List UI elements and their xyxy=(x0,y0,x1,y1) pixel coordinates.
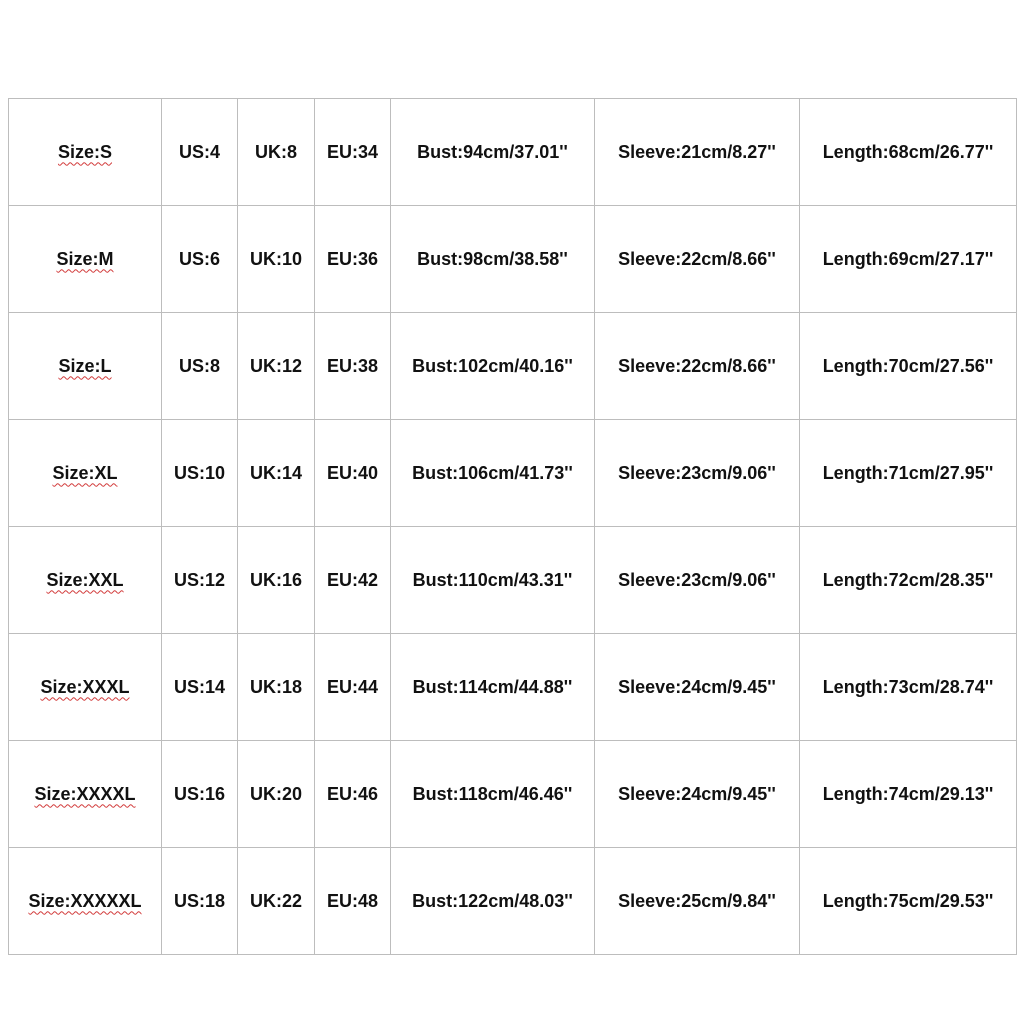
table-row xyxy=(9,848,1017,955)
eu-size-cell: EU:42 xyxy=(315,527,391,634)
us-size-cell: US:14 xyxy=(162,634,238,741)
us-size-cell: US:6 xyxy=(162,206,238,313)
sleeve-cell: Sleeve:23cm/9.06'' xyxy=(595,527,800,634)
us-size-cell: US:4 xyxy=(162,99,238,206)
size-cell xyxy=(9,848,162,955)
size-cell xyxy=(9,313,162,420)
uk-size-cell: UK:10 xyxy=(238,206,315,313)
sleeve-cell: Sleeve:24cm/9.45'' xyxy=(595,634,800,741)
bust-cell: Bust:110cm/43.31'' xyxy=(391,527,595,634)
uk-size-cell: UK:20 xyxy=(238,741,315,848)
size-cell xyxy=(9,99,162,206)
eu-size-cell: EU:40 xyxy=(315,420,391,527)
size-label: Size:XXXL xyxy=(40,676,130,697)
length-cell: Length:70cm/27.56'' xyxy=(800,313,1017,420)
table-row xyxy=(9,527,1017,634)
size-cell xyxy=(9,420,162,527)
us-size-cell: US:12 xyxy=(162,527,238,634)
eu-size-cell: EU:36 xyxy=(315,206,391,313)
size-label: Size:XL xyxy=(52,462,118,483)
size-cell xyxy=(9,206,162,313)
length-cell: Length:71cm/27.95'' xyxy=(800,420,1017,527)
length-cell: Length:69cm/27.17'' xyxy=(800,206,1017,313)
bust-cell: Bust:122cm/48.03'' xyxy=(391,848,595,955)
size-cell xyxy=(9,634,162,741)
eu-size-cell: EU:44 xyxy=(315,634,391,741)
uk-size-cell: UK:14 xyxy=(238,420,315,527)
length-cell: Length:74cm/29.13'' xyxy=(800,741,1017,848)
table-row xyxy=(9,634,1017,741)
us-size-cell: US:18 xyxy=(162,848,238,955)
table-row xyxy=(9,741,1017,848)
bust-cell: Bust:94cm/37.01'' xyxy=(391,99,595,206)
length-cell: Length:72cm/28.35'' xyxy=(800,527,1017,634)
size-cell xyxy=(9,527,162,634)
eu-size-cell: EU:38 xyxy=(315,313,391,420)
size-cell xyxy=(9,741,162,848)
uk-size-cell: UK:22 xyxy=(238,848,315,955)
uk-size-cell: UK:16 xyxy=(238,527,315,634)
size-label: Size:S xyxy=(57,141,113,162)
size-label: Size:XXXXXL xyxy=(28,890,142,911)
size-label: Size:M xyxy=(56,248,114,269)
size-label: Size:XXXXL xyxy=(34,783,136,804)
us-size-cell: US:10 xyxy=(162,420,238,527)
bust-cell: Bust:106cm/41.73'' xyxy=(391,420,595,527)
eu-size-cell: EU:34 xyxy=(315,99,391,206)
uk-size-cell: UK:8 xyxy=(238,99,315,206)
sleeve-cell: Sleeve:21cm/8.27'' xyxy=(595,99,800,206)
sleeve-cell: Sleeve:22cm/8.66'' xyxy=(595,206,800,313)
size-label: Size:XXL xyxy=(46,569,124,590)
length-cell: Length:75cm/29.53'' xyxy=(800,848,1017,955)
table-row xyxy=(9,99,1017,206)
bust-cell: Bust:98cm/38.58'' xyxy=(391,206,595,313)
eu-size-cell: EU:46 xyxy=(315,741,391,848)
us-size-cell: US:16 xyxy=(162,741,238,848)
bust-cell: Bust:114cm/44.88'' xyxy=(391,634,595,741)
table-row xyxy=(9,420,1017,527)
sleeve-cell: Sleeve:22cm/8.66'' xyxy=(595,313,800,420)
sleeve-cell: Sleeve:25cm/9.84'' xyxy=(595,848,800,955)
size-label: Size:L xyxy=(58,355,112,376)
uk-size-cell: UK:18 xyxy=(238,634,315,741)
sleeve-cell: Sleeve:23cm/9.06'' xyxy=(595,420,800,527)
eu-size-cell: EU:48 xyxy=(315,848,391,955)
uk-size-cell: UK:12 xyxy=(238,313,315,420)
size-chart-table xyxy=(8,98,1017,955)
table-row xyxy=(9,206,1017,313)
us-size-cell: US:8 xyxy=(162,313,238,420)
bust-cell: Bust:102cm/40.16'' xyxy=(391,313,595,420)
length-cell: Length:68cm/26.77'' xyxy=(800,99,1017,206)
bust-cell: Bust:118cm/46.46'' xyxy=(391,741,595,848)
table-row xyxy=(9,313,1017,420)
length-cell: Length:73cm/28.74'' xyxy=(800,634,1017,741)
sleeve-cell: Sleeve:24cm/9.45'' xyxy=(595,741,800,848)
